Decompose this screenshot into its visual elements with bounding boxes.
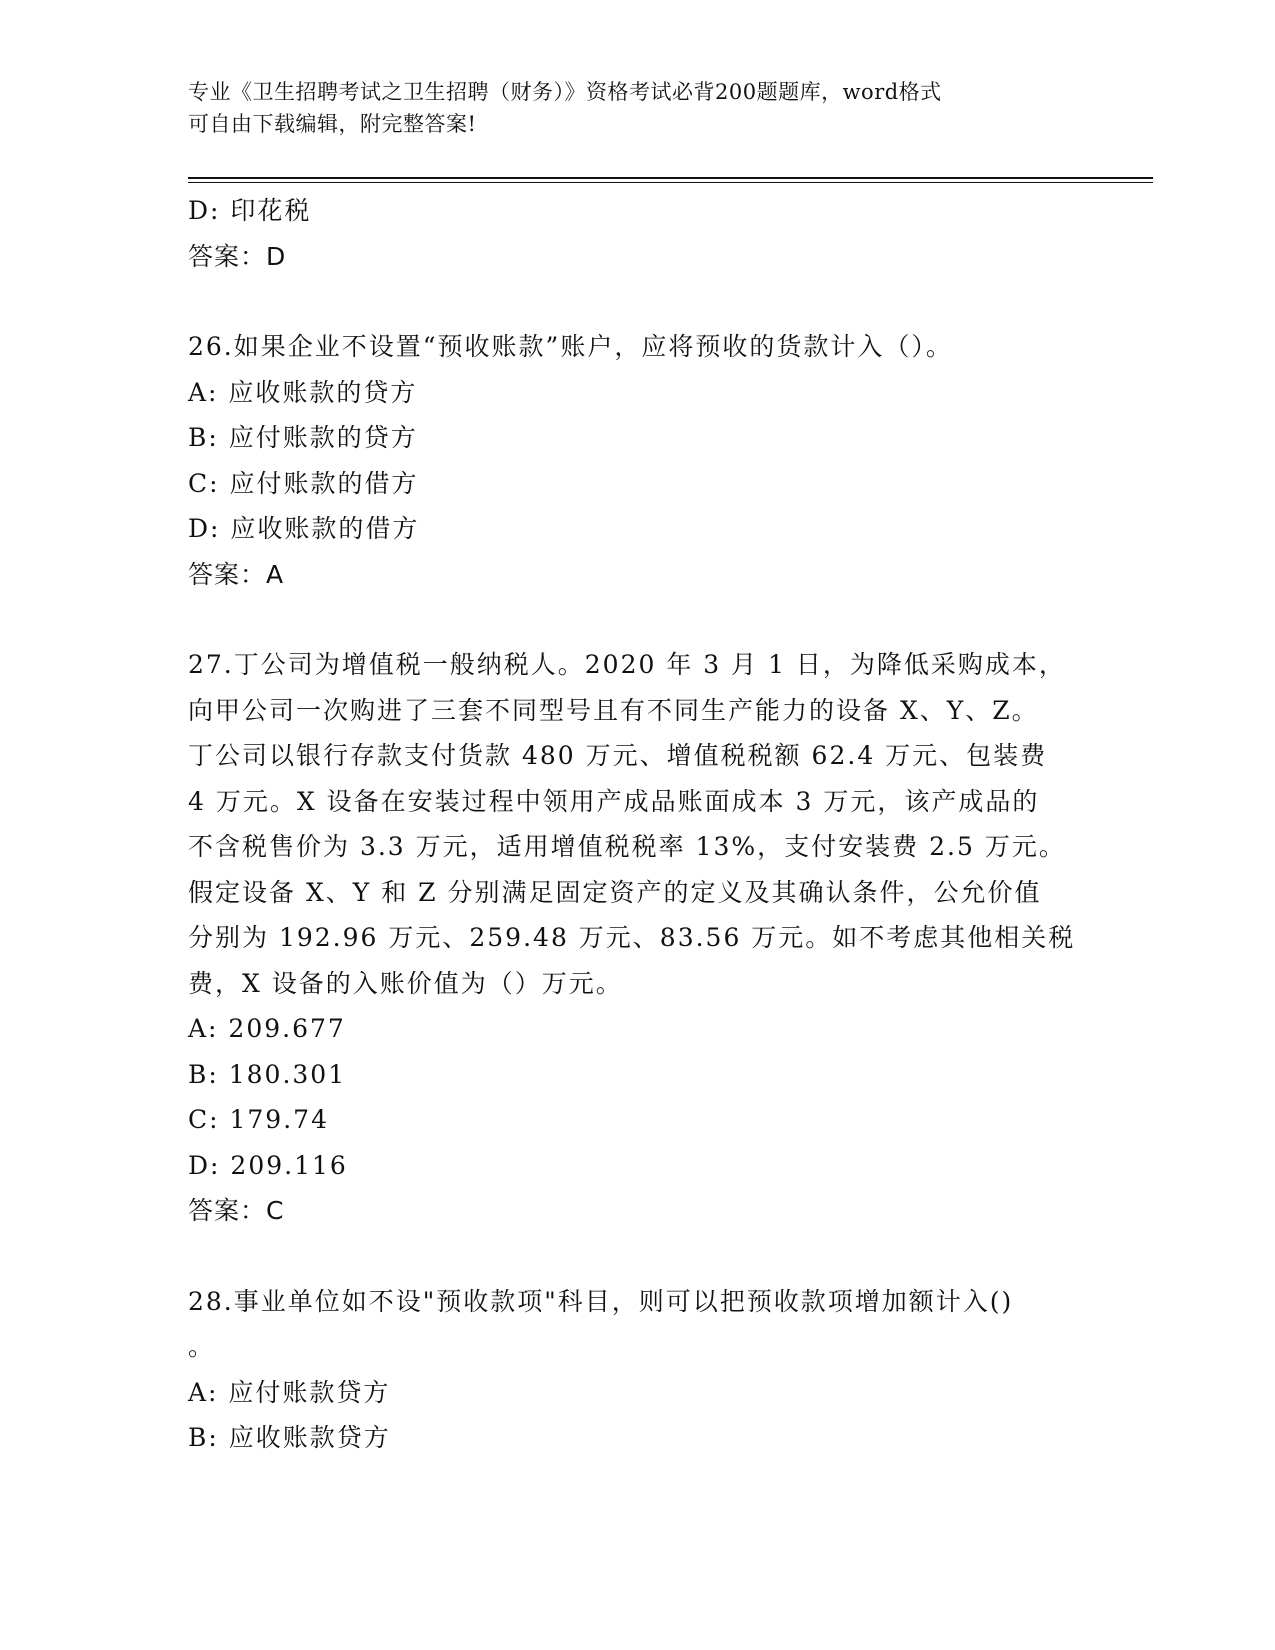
option-b: B: 180.301 [188, 1059, 347, 1089]
option-d: D: 209.116 [188, 1150, 348, 1180]
question-stem-line: 27.丁公司为增值税一般纳税人。2020 年 3 月 1 日，为降低采购成本， [188, 650, 1066, 679]
header-rule-thin [188, 182, 1153, 183]
option-d: D: 应收账款的借方 [188, 514, 420, 543]
question-stem-line: 4 万元。X 设备在安装过程中领用产成品账面成本 3 万元，该产成品的 [188, 786, 1040, 816]
header-rule-thick [188, 177, 1153, 179]
question-stem-line: 不含税售价为 3.3 万元，适用增值税税率 13%，支付安装费 2.5 万元。 [188, 832, 1066, 861]
option-c: C: 应付账款的借方 [188, 468, 419, 498]
answer-line: 答案：A [188, 559, 285, 589]
option-a: A: 209.677 [188, 1014, 346, 1043]
option-b: B: 应付账款的贷方 [188, 423, 418, 452]
question-26 [188, 324, 1073, 597]
option-a: A: 应付账款贷方 [188, 1377, 391, 1407]
question-25-tail [188, 188, 1073, 279]
question-stem-line: 。 [188, 1332, 216, 1361]
question-28 [188, 1279, 1073, 1461]
spacer [188, 597, 1073, 642]
spacer [188, 1234, 1073, 1279]
question-stem-line: 费，X 设备的入账价值为（）万元。 [188, 968, 623, 998]
question-27 [188, 642, 1076, 1234]
option-c: C: 179.74 [188, 1105, 329, 1134]
header-line-1: 专业《卫生招聘考试之卫生招聘（财务）》资格考试必背200题题库，word格式 [188, 80, 942, 104]
header-line-2: 可自由下载编辑，附完整答案! [188, 112, 477, 136]
question-stem-line: 分别为 192.96 万元、259.48 万元、83.56 万元。如不考虑其他相关税 [188, 923, 1076, 952]
question-stem-line: 丁公司以银行存款支付货款 480 万元、增值税税额 62.4 万元、包装费 [188, 741, 1048, 770]
question-stem-line: 向甲公司一次购进了三套不同型号且有不同生产能力的设备 X、Y、Z。 [188, 695, 1039, 725]
document-body [188, 188, 1076, 1461]
option-d: D: 印花税 [188, 196, 312, 225]
question-stem: 26.如果企业不设置“预收账款”账户，应将预收的货款计入（）。 [188, 332, 953, 361]
answer-line: 答案：D [188, 241, 287, 271]
question-stem-line: 假定设备 X、Y 和 Z 分别满足固定资产的定义及其确认条件，公允价值 [188, 877, 1042, 907]
option-a: A: 应收账款的贷方 [188, 377, 418, 407]
page-header [188, 76, 1068, 140]
option-b: B: 应收账款贷方 [188, 1423, 391, 1452]
spacer [188, 279, 1073, 324]
answer-line: 答案：C [188, 1196, 285, 1225]
question-stem-line: 28.事业单位如不设"预收款项"科目，则可以把预收款项增加额计入() [188, 1286, 1014, 1316]
